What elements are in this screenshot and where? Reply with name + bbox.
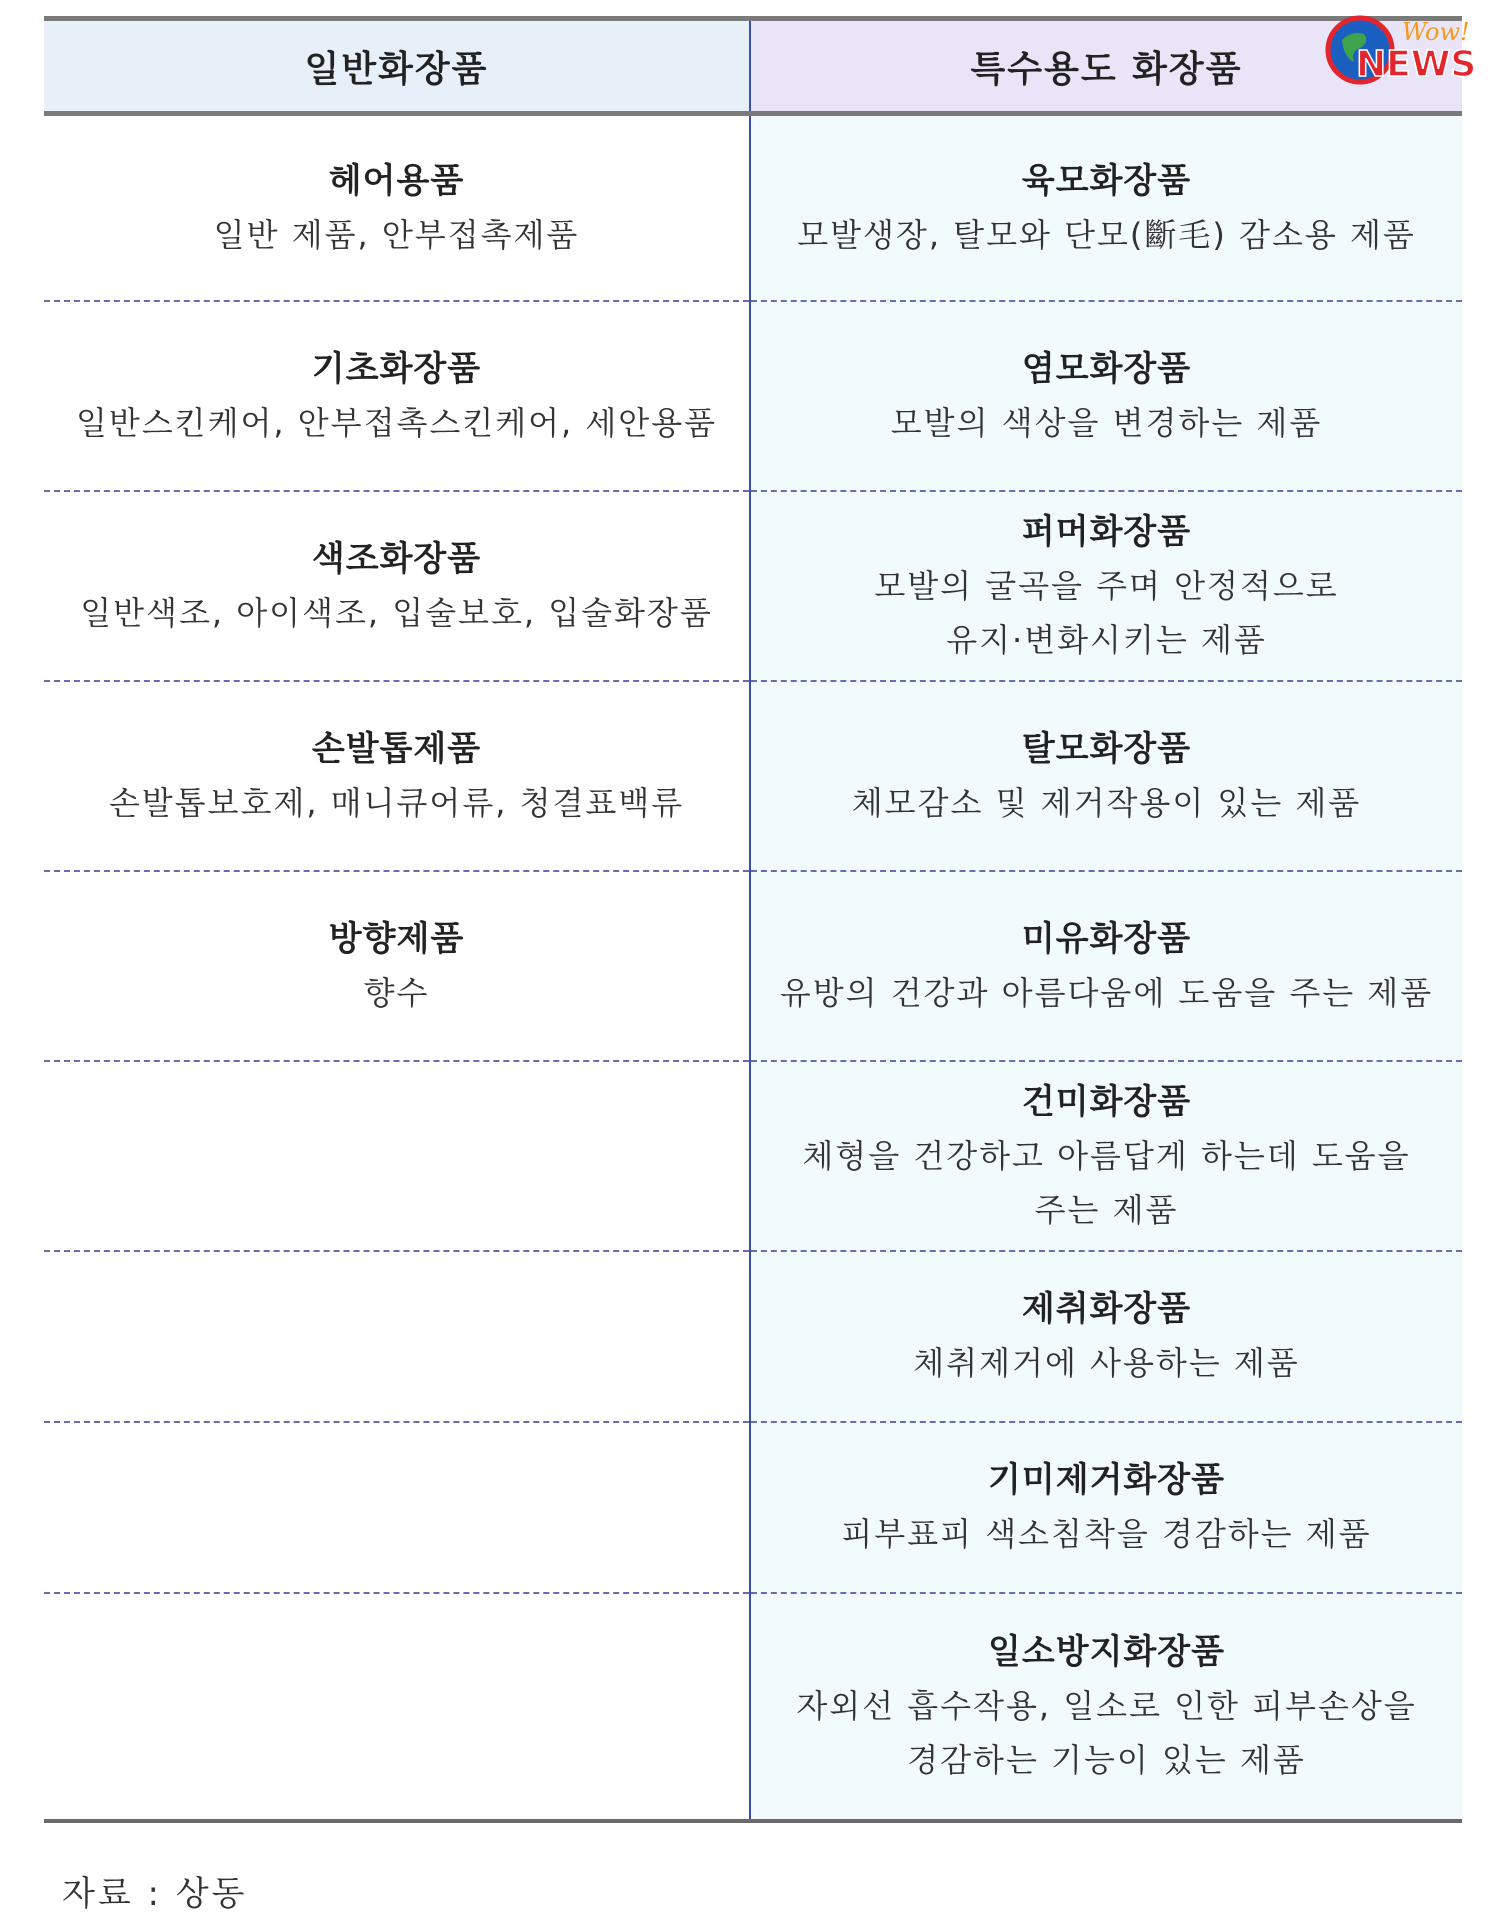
general-description: 일반색조, 아이색조, 입술보호, 입술화장품 bbox=[80, 593, 713, 632]
special-description: 유방의 건강과 아름다움에 도움을 주는 제품 bbox=[779, 973, 1434, 1012]
special-cell bbox=[750, 871, 1462, 1061]
special-category: 미유화장품 bbox=[1021, 918, 1192, 959]
special-description: 모발생장, 탈모와 단모(斷毛) 감소용 제품 bbox=[797, 215, 1416, 254]
general-cell bbox=[44, 301, 750, 491]
special-description: 체모감소 및 제거작용이 있는 제품 bbox=[851, 783, 1362, 822]
special-description: 자외선 흡수작용, 일소로 인한 피부손상을 경감하는 기능이 있는 제품 bbox=[796, 1687, 1417, 1779]
general-description: 향수 bbox=[363, 973, 430, 1012]
header-general-cosmetics: 일반화장품 bbox=[44, 19, 750, 114]
special-category: 퍼머화장품 bbox=[1021, 511, 1192, 552]
cosmetics-comparison-table bbox=[44, 16, 1462, 1823]
special-description: 체취제거에 사용하는 제품 bbox=[913, 1344, 1300, 1382]
special-cell bbox=[750, 1061, 1462, 1251]
special-category: 탈모화장품 bbox=[1021, 728, 1192, 769]
logo-wow-text: Wow! bbox=[1402, 18, 1470, 46]
special-category: 기미제거화장품 bbox=[988, 1460, 1225, 1500]
table-row bbox=[44, 1422, 1462, 1593]
table-row bbox=[44, 301, 1462, 491]
general-category: 기초화장품 bbox=[311, 348, 482, 389]
table-row bbox=[44, 871, 1462, 1061]
table-row bbox=[44, 1251, 1462, 1422]
general-cell bbox=[44, 491, 750, 681]
general-category: 색조화장품 bbox=[311, 538, 482, 579]
table-row bbox=[44, 1593, 1462, 1821]
table-row bbox=[44, 681, 1462, 871]
special-category: 건미화장품 bbox=[1021, 1081, 1192, 1122]
special-cell bbox=[750, 491, 1462, 681]
table-row bbox=[44, 491, 1462, 681]
general-cell bbox=[44, 1593, 750, 1821]
table-row bbox=[44, 114, 1462, 301]
general-description: 손발톱보호제, 매니큐어류, 청결표백류 bbox=[108, 783, 685, 822]
special-category: 일소방지화장품 bbox=[988, 1632, 1225, 1672]
special-category: 육모화장품 bbox=[1021, 160, 1192, 201]
general-cell bbox=[44, 1422, 750, 1593]
general-category: 방향제품 bbox=[328, 918, 465, 959]
general-category: 손발톱제품 bbox=[311, 728, 482, 769]
general-cell bbox=[44, 1251, 750, 1422]
header-special-cosmetics: 특수용도 화장품 bbox=[750, 19, 1462, 114]
wow-news-logo bbox=[1320, 10, 1480, 92]
special-description: 모발의 굴곡을 주며 안정적으로 유지·변화시키는 제품 bbox=[874, 566, 1339, 659]
general-description: 일반스킨케어, 안부접촉스킨케어, 세안용품 bbox=[75, 403, 718, 442]
special-cell bbox=[750, 1422, 1462, 1593]
special-cell bbox=[750, 114, 1462, 301]
special-cell bbox=[750, 1251, 1462, 1422]
source-note: 자료 : 상동 bbox=[62, 1874, 248, 1914]
special-cell bbox=[750, 301, 1462, 491]
general-cell bbox=[44, 1061, 750, 1251]
logo-news-text: NEWS bbox=[1356, 44, 1477, 85]
general-cell bbox=[44, 681, 750, 871]
table-header-row bbox=[44, 19, 1462, 114]
special-cell bbox=[750, 1593, 1462, 1821]
general-cell bbox=[44, 114, 750, 301]
special-category: 제취화장품 bbox=[1021, 1289, 1192, 1329]
general-category: 헤어용품 bbox=[328, 160, 465, 201]
special-description: 체형을 건강하고 아름답게 하는데 도움을 주는 제품 bbox=[802, 1136, 1411, 1229]
special-cell bbox=[750, 681, 1462, 871]
table-row bbox=[44, 1061, 1462, 1251]
special-description: 피부표피 색소침착을 경감하는 제품 bbox=[841, 1515, 1372, 1553]
special-description: 모발의 색상을 변경하는 제품 bbox=[890, 403, 1323, 442]
special-category: 염모화장품 bbox=[1021, 348, 1192, 389]
general-description: 일반 제품, 안부접촉제품 bbox=[213, 215, 580, 254]
general-cell bbox=[44, 871, 750, 1061]
